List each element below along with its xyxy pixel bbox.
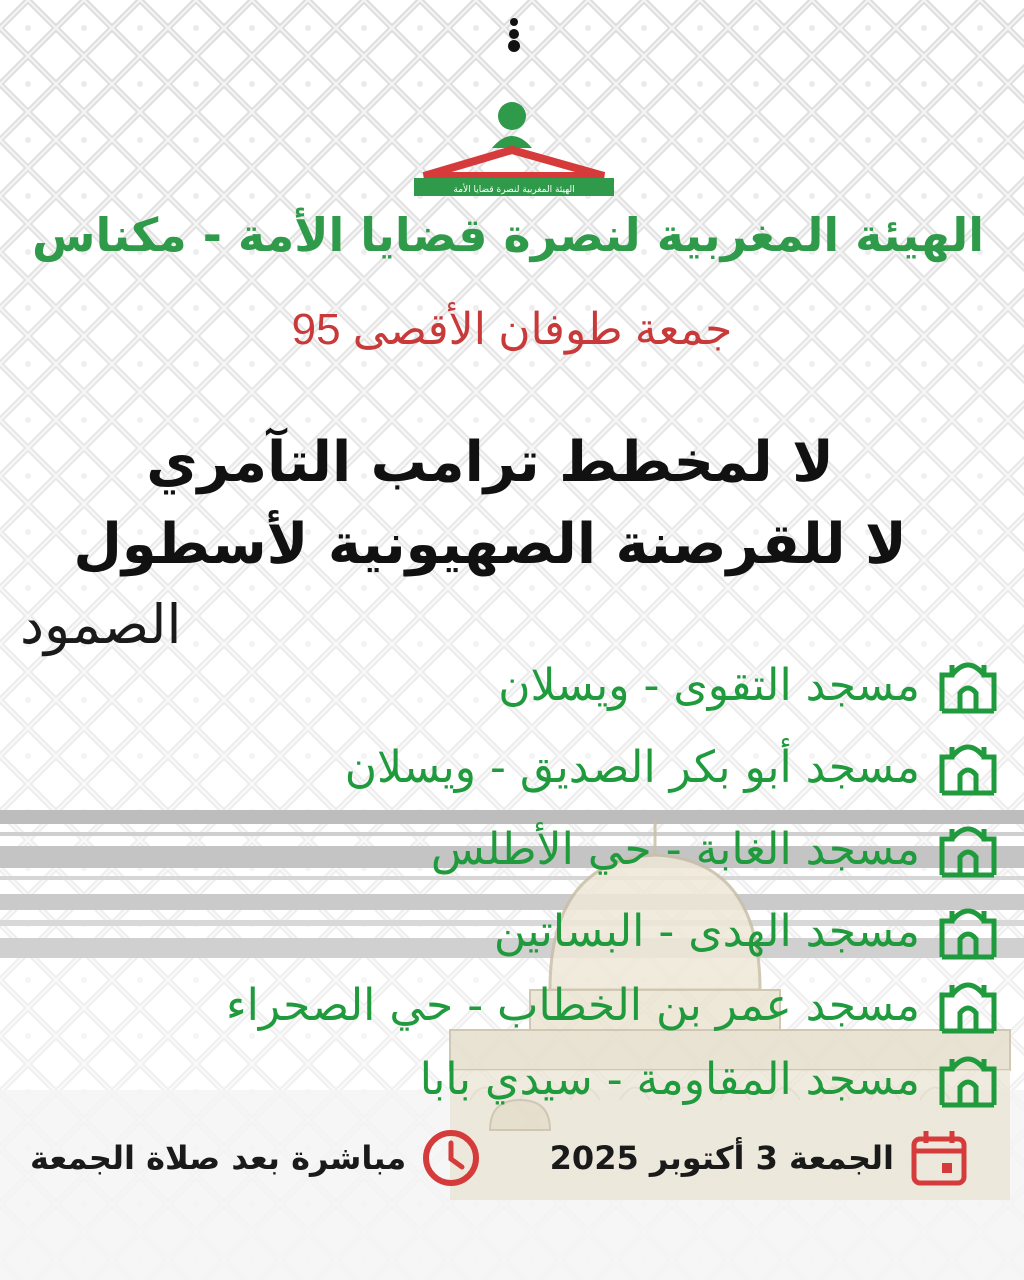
organization-logo <box>404 8 624 198</box>
date-info <box>550 1118 970 1198</box>
event-title: جمعة طوفان الأقصى 95 <box>291 305 733 354</box>
mosque-label: مسجد المقاومة - سيدي بابا <box>419 1053 920 1105</box>
list-item <box>345 732 1000 802</box>
slogan-line-2: لا للقرصنة الصهيونية لأسطول <box>73 512 907 577</box>
event-footer <box>20 1118 1010 1198</box>
calendar-icon <box>908 1127 970 1189</box>
mosque-icon <box>936 737 1000 797</box>
list-item <box>431 814 1000 884</box>
organization-name: الهيئة المغربية لنصرة قضايا الأمة - مكناس <box>31 208 984 262</box>
list-item <box>498 650 1000 720</box>
mosque-label: مسجد عمر بن الخطاب - حي الصحراء <box>225 979 920 1031</box>
mosque-icon <box>936 975 1000 1035</box>
mosque-list <box>20 650 1020 1110</box>
slogan-line-1: لا لمخطط ترامب التآمري <box>146 430 834 495</box>
list-item <box>494 896 1000 966</box>
event-date: الجمعة 3 أكتوبر 2025 <box>549 1139 894 1177</box>
mosque-label: مسجد الغابة - حي الأطلس <box>430 823 920 875</box>
mosque-label: مسجد الهدى - البساتين <box>493 905 920 957</box>
list-item <box>420 1044 1000 1114</box>
mosque-icon <box>936 655 1000 715</box>
event-time: مباشرة بعد صلاة الجمعة <box>30 1139 407 1177</box>
mosque-icon <box>936 901 1000 961</box>
mosque-label: مسجد أبو بكر الصديق - ويسلان <box>344 741 920 793</box>
logo-caption: الهيئة المغربية لنصرة قضايا الأمة <box>453 185 575 195</box>
slogan-line-3: الصمود <box>20 593 182 656</box>
clock-icon <box>420 1127 482 1189</box>
list-item <box>226 970 1000 1040</box>
mosque-icon <box>936 1049 1000 1109</box>
mosque-label: مسجد التقوى - ويسلان <box>498 659 920 711</box>
time-info <box>30 1118 482 1198</box>
mosque-icon <box>936 819 1000 879</box>
